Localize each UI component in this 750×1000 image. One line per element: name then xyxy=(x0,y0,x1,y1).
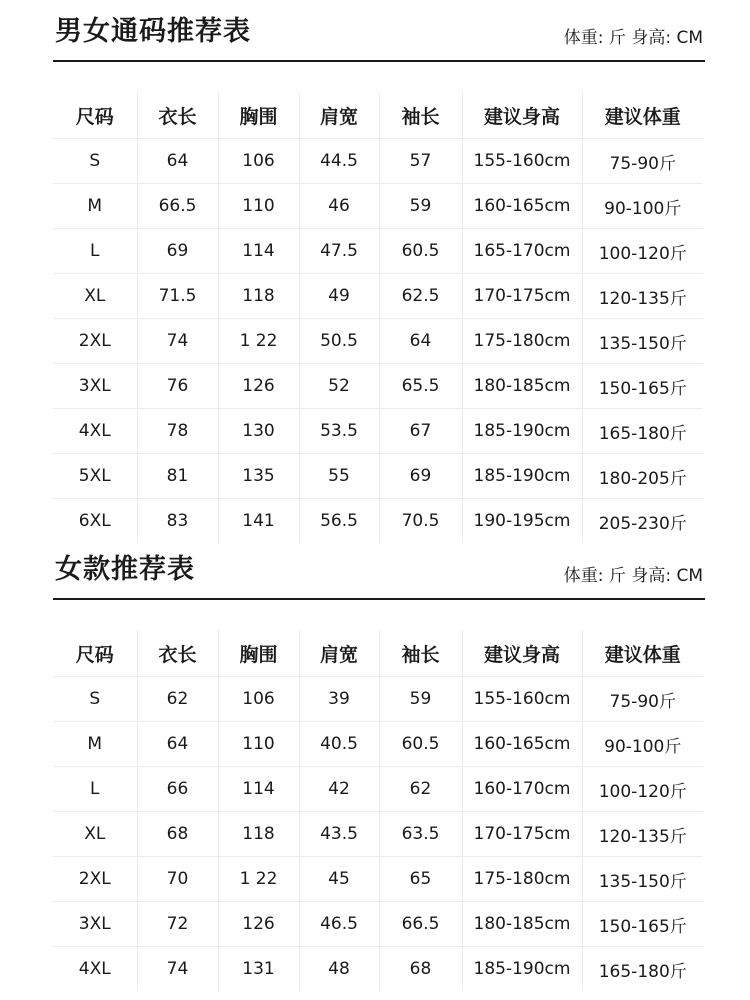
header-sleeve: 袖长 xyxy=(379,630,462,677)
cell-height: 165-170cm xyxy=(462,229,582,274)
cell-sleeve: 70.5 xyxy=(379,499,462,544)
table-row xyxy=(53,139,703,184)
cell-length: 64 xyxy=(137,139,218,184)
cell-shoulder: 50.5 xyxy=(299,319,379,364)
cell-chest: 106 xyxy=(218,677,299,722)
cell-length: 66 xyxy=(137,767,218,812)
cell-weight: 100-120斤 xyxy=(582,767,703,812)
men-size-section xyxy=(53,0,705,62)
header-sleeve: 袖长 xyxy=(379,92,462,139)
table-row xyxy=(53,722,703,767)
cell-height: 155-160cm xyxy=(462,677,582,722)
cell-chest: 110 xyxy=(218,722,299,767)
cell-height: 185-190cm xyxy=(462,454,582,499)
header-size: 尺码 xyxy=(53,630,137,677)
cell-shoulder: 45 xyxy=(299,857,379,902)
cell-size: XL xyxy=(53,274,137,319)
header-shoulder: 肩宽 xyxy=(299,92,379,139)
header-chest: 胸围 xyxy=(218,92,299,139)
cell-size: 5XL xyxy=(53,454,137,499)
table-header-row xyxy=(53,630,703,677)
women-section-header xyxy=(53,538,705,600)
cell-height: 180-185cm xyxy=(462,364,582,409)
cell-sleeve: 57 xyxy=(379,139,462,184)
cell-shoulder: 46 xyxy=(299,184,379,229)
men-units-note: 体重: 斤 身高: CM xyxy=(563,28,703,48)
table-row xyxy=(53,319,703,364)
cell-size: 2XL xyxy=(53,857,137,902)
cell-length: 72 xyxy=(137,902,218,947)
cell-height: 175-180cm xyxy=(462,319,582,364)
cell-weight: 100-120斤 xyxy=(582,229,703,274)
men-section-header xyxy=(53,0,705,62)
cell-chest: 126 xyxy=(218,902,299,947)
table-row xyxy=(53,812,703,857)
cell-height: 160-165cm xyxy=(462,184,582,229)
cell-sleeve: 65.5 xyxy=(379,364,462,409)
cell-height: 190-195cm xyxy=(462,499,582,544)
cell-sleeve: 63.5 xyxy=(379,812,462,857)
cell-weight: 90-100斤 xyxy=(582,184,703,229)
table-row xyxy=(53,184,703,229)
men-section-title: 男女通码推荐表 xyxy=(55,16,251,47)
cell-size: 3XL xyxy=(53,902,137,947)
cell-length: 70 xyxy=(137,857,218,902)
cell-weight: 205-230斤 xyxy=(582,499,703,544)
cell-sleeve: 62 xyxy=(379,767,462,812)
cell-sleeve: 68 xyxy=(379,947,462,992)
table-row xyxy=(53,857,703,902)
cell-shoulder: 52 xyxy=(299,364,379,409)
header-recommended-height: 建议身高 xyxy=(462,630,582,677)
cell-height: 175-180cm xyxy=(462,857,582,902)
cell-length: 66.5 xyxy=(137,184,218,229)
cell-sleeve: 65 xyxy=(379,857,462,902)
cell-size: L xyxy=(53,229,137,274)
cell-length: 78 xyxy=(137,409,218,454)
header-shoulder: 肩宽 xyxy=(299,630,379,677)
header-recommended-height: 建议身高 xyxy=(462,92,582,139)
cell-sleeve: 60.5 xyxy=(379,229,462,274)
cell-sleeve: 67 xyxy=(379,409,462,454)
header-recommended-weight: 建议体重 xyxy=(582,92,703,139)
cell-weight: 135-150斤 xyxy=(582,857,703,902)
table-header-row xyxy=(53,92,703,139)
header-length: 衣长 xyxy=(137,630,218,677)
cell-size: 6XL xyxy=(53,499,137,544)
cell-weight: 165-180斤 xyxy=(582,947,703,992)
cell-shoulder: 49 xyxy=(299,274,379,319)
cell-chest: 131 xyxy=(218,947,299,992)
cell-chest: 141 xyxy=(218,499,299,544)
cell-weight: 75-90斤 xyxy=(582,139,703,184)
cell-height: 155-160cm xyxy=(462,139,582,184)
table-row xyxy=(53,767,703,812)
table-row xyxy=(53,902,703,947)
cell-weight: 90-100斤 xyxy=(582,722,703,767)
cell-shoulder: 47.5 xyxy=(299,229,379,274)
cell-length: 64 xyxy=(137,722,218,767)
cell-size: 3XL xyxy=(53,364,137,409)
header-chest: 胸围 xyxy=(218,630,299,677)
cell-shoulder: 39 xyxy=(299,677,379,722)
cell-shoulder: 55 xyxy=(299,454,379,499)
women-section-title: 女款推荐表 xyxy=(55,554,195,585)
cell-sleeve: 69 xyxy=(379,454,462,499)
cell-shoulder: 40.5 xyxy=(299,722,379,767)
cell-size: S xyxy=(53,139,137,184)
cell-chest: 114 xyxy=(218,229,299,274)
cell-chest: 135 xyxy=(218,454,299,499)
table-row xyxy=(53,454,703,499)
cell-chest: 110 xyxy=(218,184,299,229)
header-size: 尺码 xyxy=(53,92,137,139)
cell-size: L xyxy=(53,767,137,812)
cell-length: 74 xyxy=(137,947,218,992)
cell-height: 170-175cm xyxy=(462,812,582,857)
table-row xyxy=(53,677,703,722)
women-units-note: 体重: 斤 身高: CM xyxy=(563,566,703,586)
cell-shoulder: 42 xyxy=(299,767,379,812)
cell-size: M xyxy=(53,184,137,229)
cell-sleeve: 64 xyxy=(379,319,462,364)
cell-weight: 75-90斤 xyxy=(582,677,703,722)
cell-shoulder: 46.5 xyxy=(299,902,379,947)
cell-size: 2XL xyxy=(53,319,137,364)
table-row xyxy=(53,409,703,454)
cell-length: 62 xyxy=(137,677,218,722)
cell-chest: 114 xyxy=(218,767,299,812)
cell-height: 160-165cm xyxy=(462,722,582,767)
header-recommended-weight: 建议体重 xyxy=(582,630,703,677)
cell-length: 71.5 xyxy=(137,274,218,319)
cell-chest: 1 22 xyxy=(218,857,299,902)
cell-height: 185-190cm xyxy=(462,409,582,454)
cell-sleeve: 59 xyxy=(379,677,462,722)
table-row xyxy=(53,229,703,274)
cell-length: 68 xyxy=(137,812,218,857)
cell-chest: 118 xyxy=(218,274,299,319)
men-size-table xyxy=(53,92,703,543)
cell-length: 69 xyxy=(137,229,218,274)
table-row xyxy=(53,947,703,992)
cell-size: 4XL xyxy=(53,947,137,992)
cell-chest: 118 xyxy=(218,812,299,857)
cell-shoulder: 56.5 xyxy=(299,499,379,544)
cell-weight: 120-135斤 xyxy=(582,812,703,857)
cell-shoulder: 53.5 xyxy=(299,409,379,454)
cell-chest: 130 xyxy=(218,409,299,454)
cell-sleeve: 62.5 xyxy=(379,274,462,319)
cell-chest: 126 xyxy=(218,364,299,409)
cell-length: 74 xyxy=(137,319,218,364)
cell-height: 170-175cm xyxy=(462,274,582,319)
cell-size: XL xyxy=(53,812,137,857)
header-length: 衣长 xyxy=(137,92,218,139)
cell-weight: 150-165斤 xyxy=(582,902,703,947)
cell-height: 180-185cm xyxy=(462,902,582,947)
cell-weight: 180-205斤 xyxy=(582,454,703,499)
cell-chest: 106 xyxy=(218,139,299,184)
cell-weight: 120-135斤 xyxy=(582,274,703,319)
cell-size: S xyxy=(53,677,137,722)
cell-size: 4XL xyxy=(53,409,137,454)
cell-size: M xyxy=(53,722,137,767)
cell-sleeve: 60.5 xyxy=(379,722,462,767)
cell-length: 76 xyxy=(137,364,218,409)
cell-weight: 150-165斤 xyxy=(582,364,703,409)
women-size-section xyxy=(53,538,705,600)
table-row xyxy=(53,274,703,319)
cell-chest: 1 22 xyxy=(218,319,299,364)
cell-weight: 165-180斤 xyxy=(582,409,703,454)
cell-sleeve: 59 xyxy=(379,184,462,229)
women-size-table xyxy=(53,630,703,991)
cell-shoulder: 48 xyxy=(299,947,379,992)
cell-shoulder: 44.5 xyxy=(299,139,379,184)
cell-weight: 135-150斤 xyxy=(582,319,703,364)
cell-length: 81 xyxy=(137,454,218,499)
cell-sleeve: 66.5 xyxy=(379,902,462,947)
cell-height: 160-170cm xyxy=(462,767,582,812)
cell-height: 185-190cm xyxy=(462,947,582,992)
table-row xyxy=(53,364,703,409)
cell-shoulder: 43.5 xyxy=(299,812,379,857)
cell-length: 83 xyxy=(137,499,218,544)
table-row xyxy=(53,499,703,544)
